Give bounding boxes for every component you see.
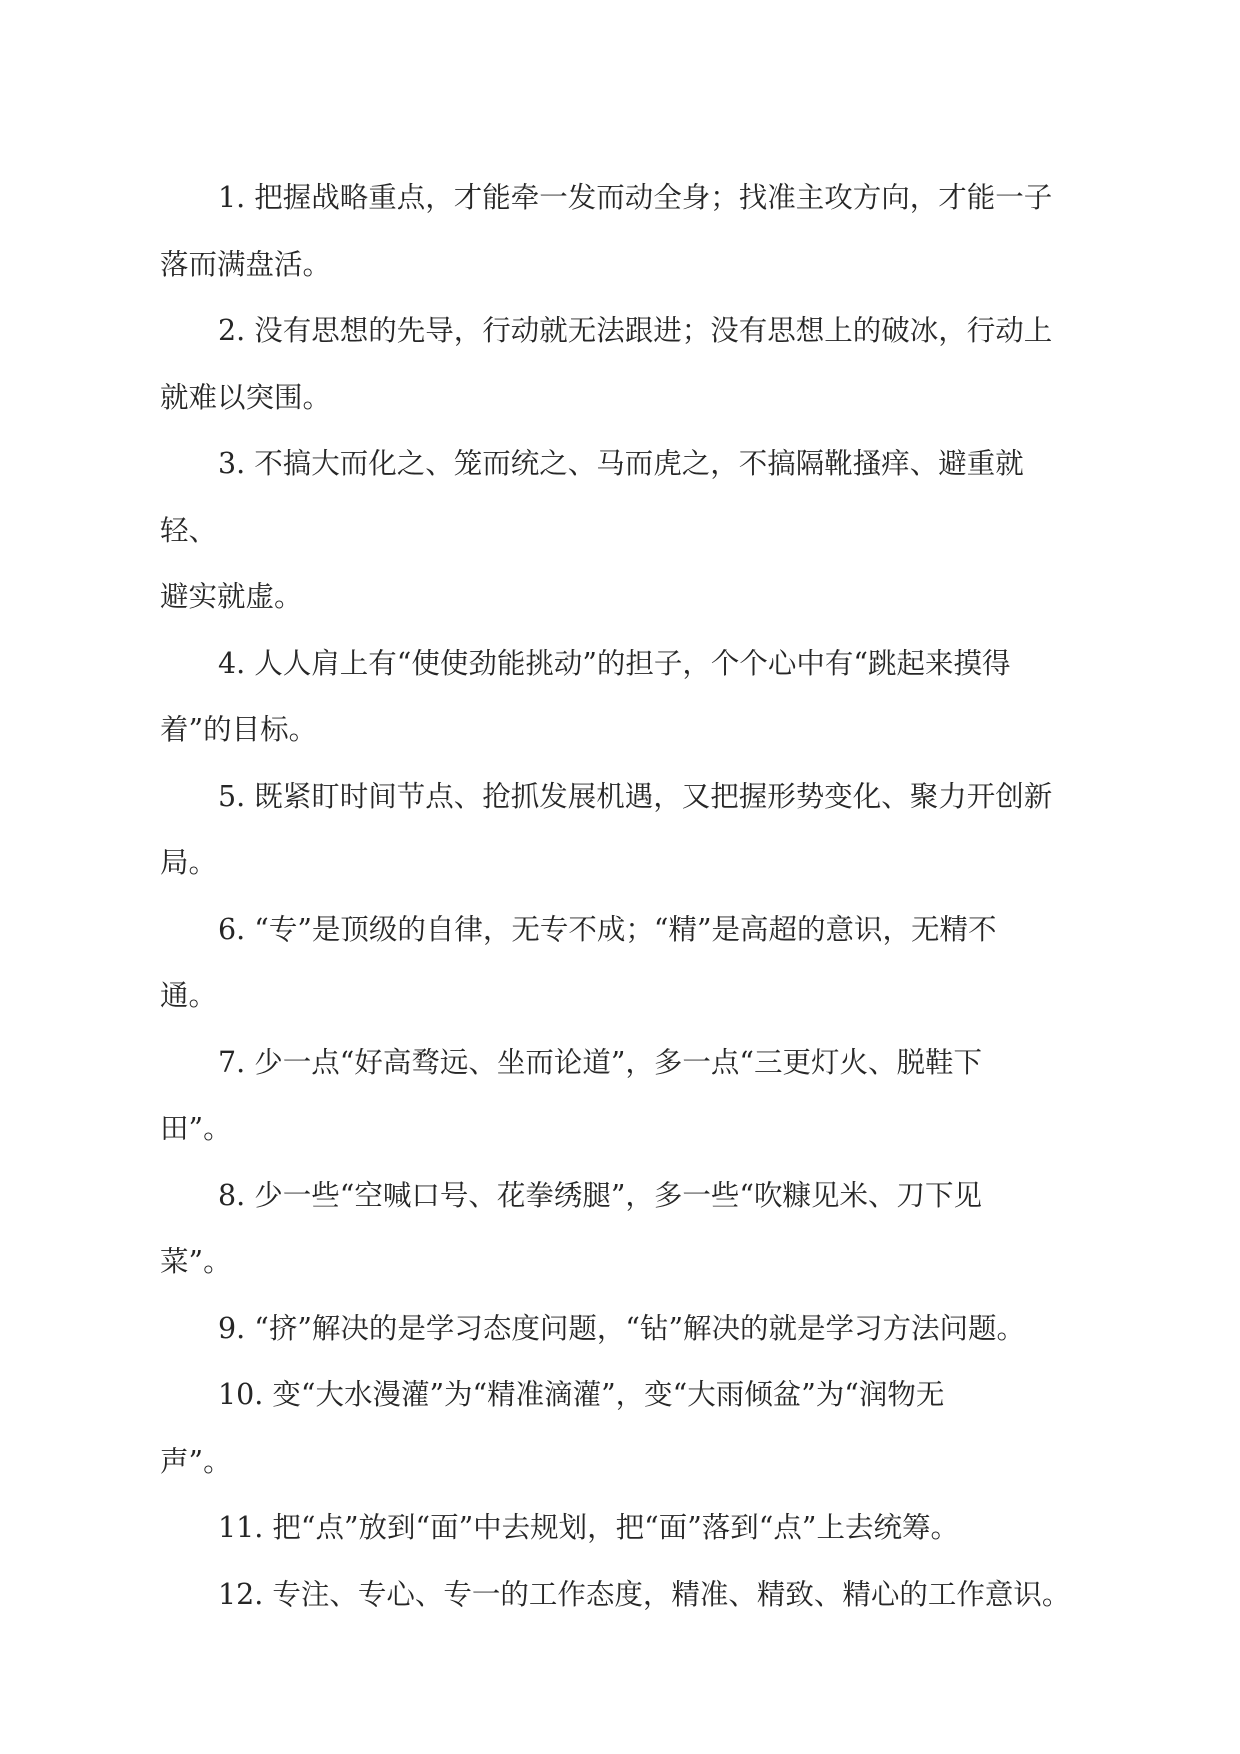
paragraph-line: 10. 变“大水漫灌”为“精准滴灌”，变“大雨倾盆”为“润物无: [218, 1378, 945, 1411]
paragraph-6: [160, 897, 1080, 1030]
paragraph-12: [160, 1562, 1080, 1629]
document-body: [160, 165, 1080, 1628]
paragraph-line: 11. 把“点”放到“面”中去规划，把“面”落到“点”上去统筹。: [218, 1511, 959, 1544]
paragraph-11: [160, 1495, 1080, 1562]
paragraph-line: 局。: [160, 846, 218, 879]
paragraph-line: 3. 不搞大而化之、笼而统之、马而虎之，不搞隔靴搔痒、避重就轻、: [160, 447, 1024, 547]
paragraph-9: [160, 1296, 1080, 1363]
paragraph-line: 1. 把握战略重点，才能牵一发而动全身；找准主攻方向，才能一子: [218, 181, 1053, 214]
paragraph-4: [160, 631, 1080, 764]
paragraph-line: 4. 人人肩上有“使使劲能挑动”的担子，个个心中有“跳起来摸得: [218, 646, 1011, 680]
paragraph-1: [160, 165, 1080, 298]
paragraph-line: 2. 没有思想的先导，行动就无法跟进；没有思想上的破冰，行动上: [218, 314, 1053, 347]
paragraph-line: 田”。: [160, 1112, 232, 1145]
paragraph-line: 就难以突围。: [160, 380, 332, 414]
paragraph-3: [160, 431, 1080, 631]
paragraph-line: 5. 既紧盯时间节点、抢抓发展机遇，又把握形势变化、聚力开创新: [218, 779, 1053, 813]
paragraph-8: [160, 1163, 1080, 1296]
paragraph-line: 着”的目标。: [160, 713, 318, 746]
paragraph-line: 声”。: [160, 1444, 232, 1478]
paragraph-line: 避实就虚。: [160, 580, 303, 613]
paragraph-5: [160, 764, 1080, 897]
paragraph-line: 6. “专”是顶级的自律，无专不成；“精”是高超的意识，无精不: [218, 912, 997, 946]
paragraph-line: 12. 专注、专心、专一的工作态度，精准、精致、精心的工作意识。: [218, 1577, 1071, 1611]
paragraph-line: 8. 少一些“空喊口号、花拳绣腿”，多一些“吹糠见米、刀下见: [218, 1178, 982, 1212]
paragraph-2: [160, 298, 1080, 431]
paragraph-line: 落而满盘活。: [160, 247, 332, 281]
paragraph-7: [160, 1030, 1080, 1163]
paragraph-line: 9. “挤”解决的是学习态度问题，“钻”解决的就是学习方法问题。: [218, 1311, 1026, 1345]
paragraph-10: [160, 1362, 1080, 1495]
paragraph-line: 菜”。: [160, 1245, 232, 1278]
paragraph-line: 7. 少一点“好高骛远、坐而论道”，多一点“三更灯火、脱鞋下: [218, 1045, 982, 1079]
paragraph-line: 通。: [160, 979, 218, 1012]
